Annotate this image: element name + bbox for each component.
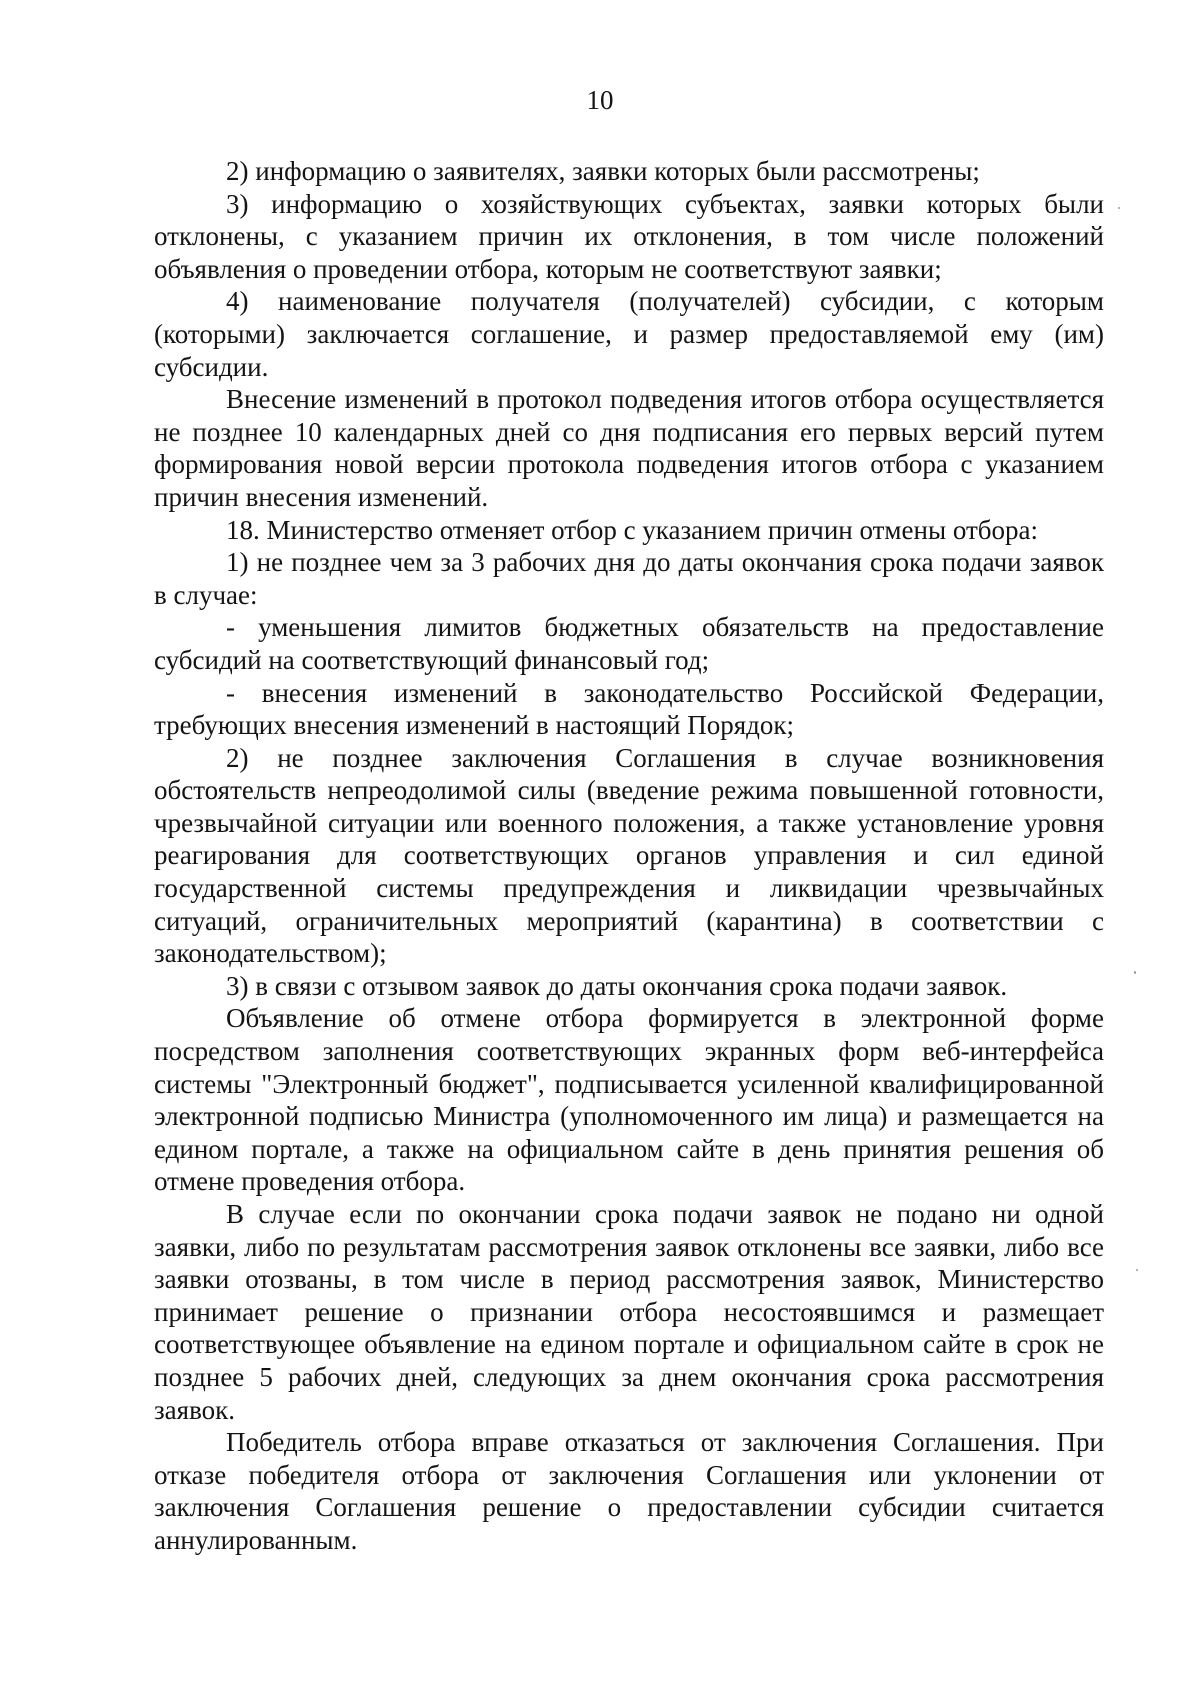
paragraph-protocol-changes: Внесение изменений в протокол подведения итогов отбора осуществляется не позднее 10 календарных дней со дня подписания его первых версий путем формирования новой версии протокола подведения итогов отбора с указанием причин внесения изменений. xyxy=(154,384,1104,512)
document-body xyxy=(154,155,1104,1557)
paragraph-section-18: 18. Министерство отменяет отбор с указанием причин отмены отбора: xyxy=(226,514,1039,545)
paragraph-cancel-item-3: 3) в связи с отзывом заявок до даты окончания срока подачи заявок. xyxy=(226,970,1008,1001)
scan-speck xyxy=(1134,971,1136,974)
paragraph-winner-refusal: Победитель отбора вправе отказаться от заключения Соглашения. При отказе победителя отбора от заключения Соглашения или уклонении от заключения Соглашения решение о предоставлении субсидии считается аннулированным. xyxy=(154,1427,1104,1555)
paragraph-item-3: 3) информацию о хозяйствующих субъектах, заявки которых были отклонены, с указанием причин их отклонения, в том числе положений объявления о проведении отбора, которым не соответствуют заявки; xyxy=(154,188,1104,284)
paragraph-failed-selection: В случае если по окончании срока подачи заявок не подано ни одной заявки, либо по результатам рассмотрения заявок отклонены все заявки, либо все заявки отозваны, в том числе в период рассмотрения заявок, Министерство принимает решение о признании отбора несостоявшимся и размещает соответствующее объявление на едином портале и официальном сайте в срок не позднее 5 рабочих дней, следующих за днем окончания срока рассмотрения заявок. xyxy=(154,1199,1104,1425)
paragraph-item-4: 4) наименование получателя (получателей) субсидии, с которым (которыми) заключается соглашение, и размер предоставляемой ему (им) субсидии. xyxy=(154,286,1104,382)
paragraph-cancel-announcement: Объявление об отмене отбора формируется в электронной форме посредством заполнения соответствующих экранных форм веб-интерфейса системы "Электронный бюджет", подписывается усиленной квалифицированной электронной подписью Министра (уполномоченного им лица) и размещается на едином портале, а также на официальном сайте в день принятия решения об отмене проведения отбора. xyxy=(154,1003,1104,1197)
paragraph-item-2: 2) информацию о заявителях, заявки которых были рассмотрены; xyxy=(226,156,980,186)
scan-speck xyxy=(1118,207,1120,209)
paragraph-cancel-item-2: 2) не позднее заключения Соглашения в случае возникновения обстоятельств непреодолимой силы (введение режима повышенной готовности, чрезвычайной ситуации или военного положения, а также установление уровня реагирования для соответствующих органов управления и сил единой государственной системы предупреждения и ликвидации чрезвычайных ситуаций, ограничительных мероприятий (карантина) в соответствии с законодательством); xyxy=(154,742,1104,969)
page-number: 10 xyxy=(586,85,614,115)
scan-speck xyxy=(1136,1269,1138,1271)
paragraph-cancel-item-1: 1) не позднее чем за 3 рабочих дня до даты окончания срока подачи заявок в случае: xyxy=(154,547,1104,610)
paragraph-dash-item-legislation: - внесения изменений в законодательство Российской Федерации, требующих внесения изменений в настоящий Порядок; xyxy=(154,677,1104,741)
paragraph-dash-item-limits: - уменьшения лимитов бюджетных обязательств на предоставление субсидий на соответствующий финансовый год; xyxy=(154,612,1104,675)
